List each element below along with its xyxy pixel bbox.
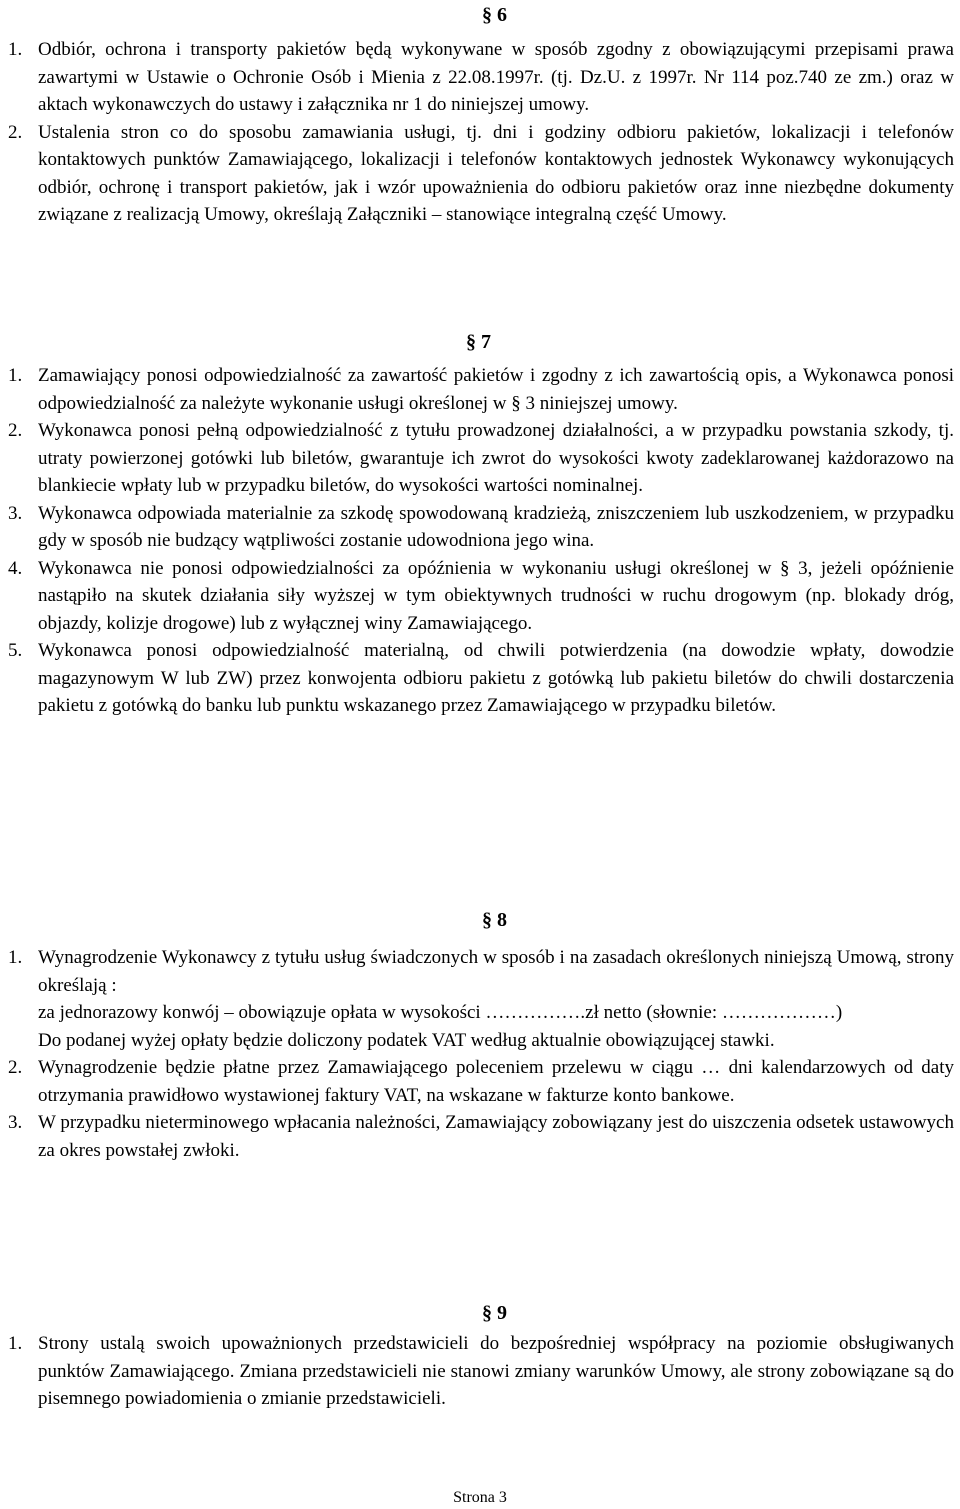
item-number: 1. [8,39,23,60]
item-text: Wynagrodzenie Wykonawcy z tytułu usług świadczonych w sposób i na zasadach określonych niniejszą Umową, strony określają : [38,947,954,996]
item-text: Wykonawca odpowiada materialnie za szkodę spowodowaną kradzieżą, zniszczeniem lub uszkodzeniem, w przypadku gdy w sposób nie budzący wątpliwości zostanie udowodniona jego wina. [38,502,954,551]
list-item [8,1330,954,1413]
fee-line: za jednorazowy konwój – obowiązuje opłata w wysokości …………….zł netto (słownie: ………………) [38,1002,843,1023]
list-item [8,1054,954,1109]
item-text: W przypadku nieterminowego wpłacania należności, Zamawiający zobowiązany jest do uiszczenia odsetek ustawowych za okres powstałej zwłoki. [38,1112,954,1161]
item-number: 1. [8,947,23,968]
item-text: Strony ustalą swoich upoważnionych przedstawicieli do bezpośredniej współpracy na poziomie obsługiwanych punktów Zamawiającego. Zmiana przedstawicieli nie stanowi zmiany warunków Umowy, ale strony zobowiązane są do pisemnego powiadomienia o zmianie przedstawicieli. [38,1333,954,1409]
list-item [8,500,954,555]
list-item [8,637,954,720]
list-item [8,119,954,229]
page-number: Strona 3 [453,1489,507,1506]
section-heading-9: § 9 [482,1302,507,1324]
item-number: 2. [8,420,23,441]
item-text: Zamawiający ponosi odpowiedzialność za zawartość pakietów i zgodny z ich zawartością opis, a Wykonawca ponosi odpowiedzialność za należyte wykonanie usługi określonej w § 3 niniejszej umowy. [38,365,954,414]
item-text: Wynagrodzenie będzie płatne przez Zamawiającego poleceniem przelewu w ciągu … dni kalendarzowych od daty otrzymania prawidłowo wystawionej faktury VAT, na wskazane w fakturze konto bankowe. [38,1057,954,1106]
item-number: 3. [8,502,23,524]
item-number: 2. [8,121,23,143]
item-number: 1. [8,365,23,386]
section-heading-6: § 6 [482,4,507,26]
list-item [8,36,954,119]
item-number: 5. [8,640,23,661]
list-item [8,362,954,417]
item-text: Wykonawca ponosi odpowiedzialność materialną, od chwili potwierdzenia (na dowodzie wpłaty, dowodzie magazynowym W lub ZW) przez konwojenta odbioru pakietu z gotówką lub pakietu biletów do chwili dostarczenia pakietu z gotówką do banku lub punktu wskazanego przez Zamawiającego w przypadku biletów. [38,640,954,716]
section-heading-7: § 7 [466,331,491,353]
item-text: Wykonawca nie ponosi odpowiedzialności za opóźnienia w wykonaniu usługi określonej w § 3, jeżeli opóźnienie nastąpiło na skutek działania siły wyższej w tym obiektywnych trudności w ruchu drogowym (np. blokady dróg, objazdy, kolizje drogowe) lub z wyłącznej winy Zamawiającego. [38,557,954,634]
section-8-list [8,944,954,1164]
section-6-list [8,36,954,229]
list-item [8,944,954,1054]
item-number: 2. [8,1057,23,1078]
item-number: 1. [8,1333,23,1354]
list-item [8,417,954,500]
section-9-list [8,1330,954,1413]
item-number: 4. [8,557,23,579]
list-item [8,1109,954,1164]
item-text: Wykonawca ponosi pełną odpowiedzialność z tytułu prowadzonej działalności, a w przypadku powstania szkody, tj. utraty powierzonej gotówki lub biletów, gwarantuje ich zwrot do wysokości kwoty zadeklarowanej każdorazowo na blankiecie wpłaty lub w przypadku biletów, do wysokości wartości nominalnej. [38,420,954,496]
item-text: Odbiór, ochrona i transporty pakietów będą wykonywane w sposób zgodny z obowiązującymi przepisami prawa zawartymi w Ustawie o Ochronie Osób i Mienia z 22.08.1997r. (tj. Dz.U. z 1997r. Nr 114 poz.740 ze zm.) oraz w aktach wykonawczych do ustawy i załącznika nr 1 do niniejszej umowy. [38,39,954,115]
vat-note: Do podanej wyżej opłaty będzie doliczony podatek VAT według aktualnie obowiązującej stawki. [38,1029,775,1051]
item-number: 3. [8,1112,23,1133]
list-item [8,555,954,638]
section-7-list [8,362,954,720]
item-text: Ustalenia stron co do sposobu zamawiania usługi, tj. dni i godziny odbioru pakietów, lokalizacji i telefonów kontaktowych punktów Zamawiającego, lokalizacji i telefonów kontaktowych jednostek Wykonawcy wykonujących odbiór, ochronę i transport pakietów, jak i wzór upoważnienia do odbioru pakietów oraz inne niezbędne dokumenty związane z realizacją Umowy, określają Załączniki – stanowiące integralną część Umowy. [38,121,954,225]
section-heading-8: § 8 [482,909,507,931]
